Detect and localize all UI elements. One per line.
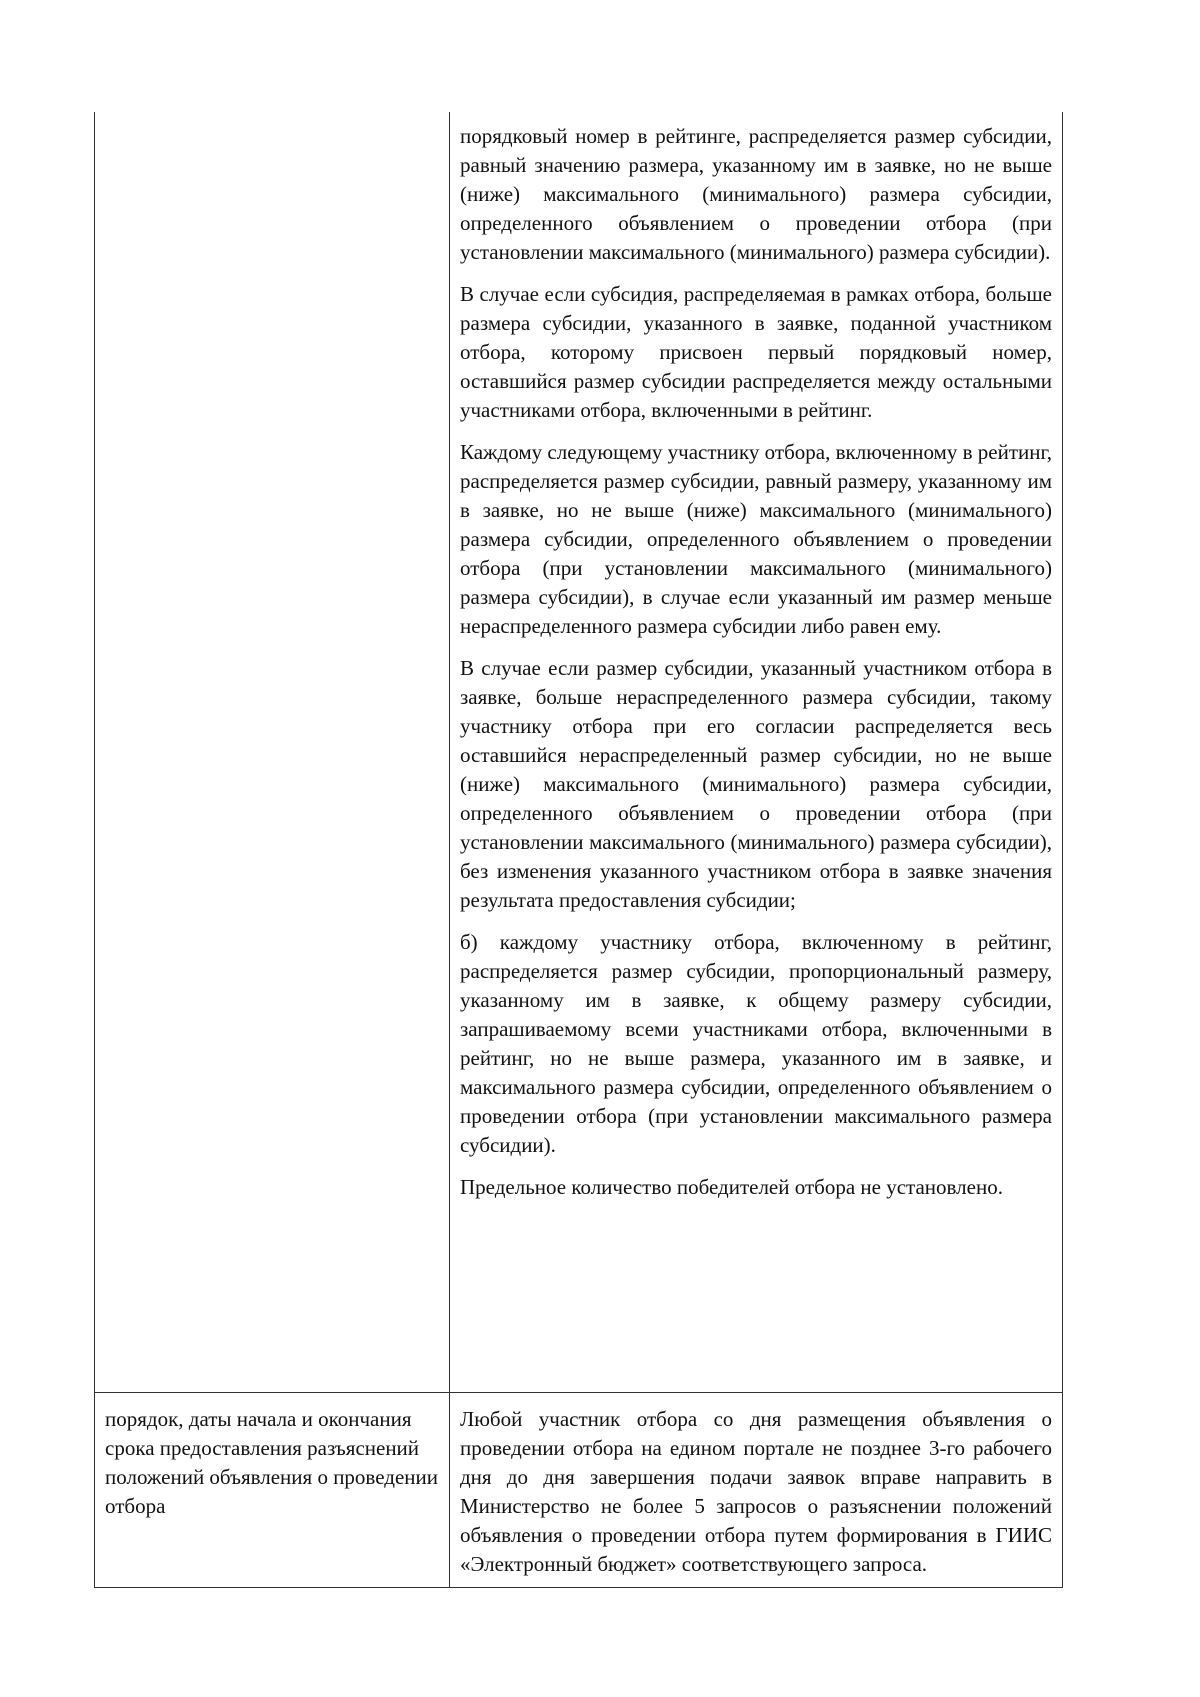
paragraph-clarification-requests: Любой участник отбора со дня размещения объявления о проведении отбора на едином портале не позднее 3-го рабочего дня до дня завершения подачи заявок вправе направить в Министерство не более 5 запросов о разъяснении положений объявления о проведении отбора путем формирования в ГИИС «Электронный бюджет» соответствующего запроса. bbox=[460, 1406, 1052, 1576]
paragraph-each-next-participant: Каждому следующему участнику отбора, включенному в рейтинг, распределяется размер субсидии, равный размеру, указанному им в заявке, но не выше (ниже) максимального (минимального) размера субсидии, определенного объявлением о проведении отбора (при установлении максимального (минимального) размера субсидии), в случае если указанный им размер меньше нераспределенного размера субсидии либо равен ему. bbox=[460, 440, 1052, 638]
continuation-left-cell bbox=[95, 112, 450, 1392]
clarifications-label-cell: порядок, даты начала и окончания срока предоставления разъяснений положений объявления о проведении отбора bbox=[95, 1392, 450, 1587]
table-row-continuation bbox=[95, 112, 1063, 1392]
document-table bbox=[94, 112, 1063, 1588]
paragraph-proportional-distribution: б) каждому участнику отбора, включенному в рейтинг, распределяется размер субсидии, пропорциональный размеру, указанному им в заявке, к общему размеру субсидии, запрашиваемому всеми участниками отбора, включенными в рейтинг, но не выше размера, указанного им в заявке, и максимального размера субсидии, определенного объявлением о проведении отбора (при установлении максимального размера субсидии). bbox=[460, 930, 1052, 1157]
paragraph-remaining-distribution: В случае если субсидия, распределяемая в рамках отбора, больше размера субсидии, указанного в заявке, поданной участником отбора, которому присвоен первый порядковый номер, оставшийся размер субсидии распределяется между остальными участниками отбора, включенными в рейтинг. bbox=[460, 282, 1052, 422]
paragraph-winners-limit: Предельное количество победителей отбора не установлено. bbox=[460, 1175, 1003, 1199]
table-row-clarifications bbox=[95, 1392, 1063, 1587]
paragraph-undistributed-remainder: В случае если размер субсидии, указанный участником отбора в заявке, больше нераспределенного размера субсидии, такому участнику отбора при его согласии распределяется весь оставшийся нераспределенный размер субсидии, но не выше (ниже) максимального (минимального) размера субсидии, определенного объявлением о проведении отбора (при установлении максимального (минимального) размера субсидии), без изменения указанного участником отбора в заявке значения результата предоставления субсидии; bbox=[460, 656, 1052, 912]
paragraph-rating-distribution: порядковый номер в рейтинге, распределяется размер субсидии, равный значению размера, указанному им в заявке, но не выше (ниже) максимального (минимального) размера субсидии, определенного объявлением о проведении отбора (при установлении максимального (минимального) размера субсидии). bbox=[460, 124, 1052, 264]
clarifications-text-cell bbox=[450, 1392, 1063, 1587]
continuation-right-cell bbox=[450, 112, 1063, 1392]
